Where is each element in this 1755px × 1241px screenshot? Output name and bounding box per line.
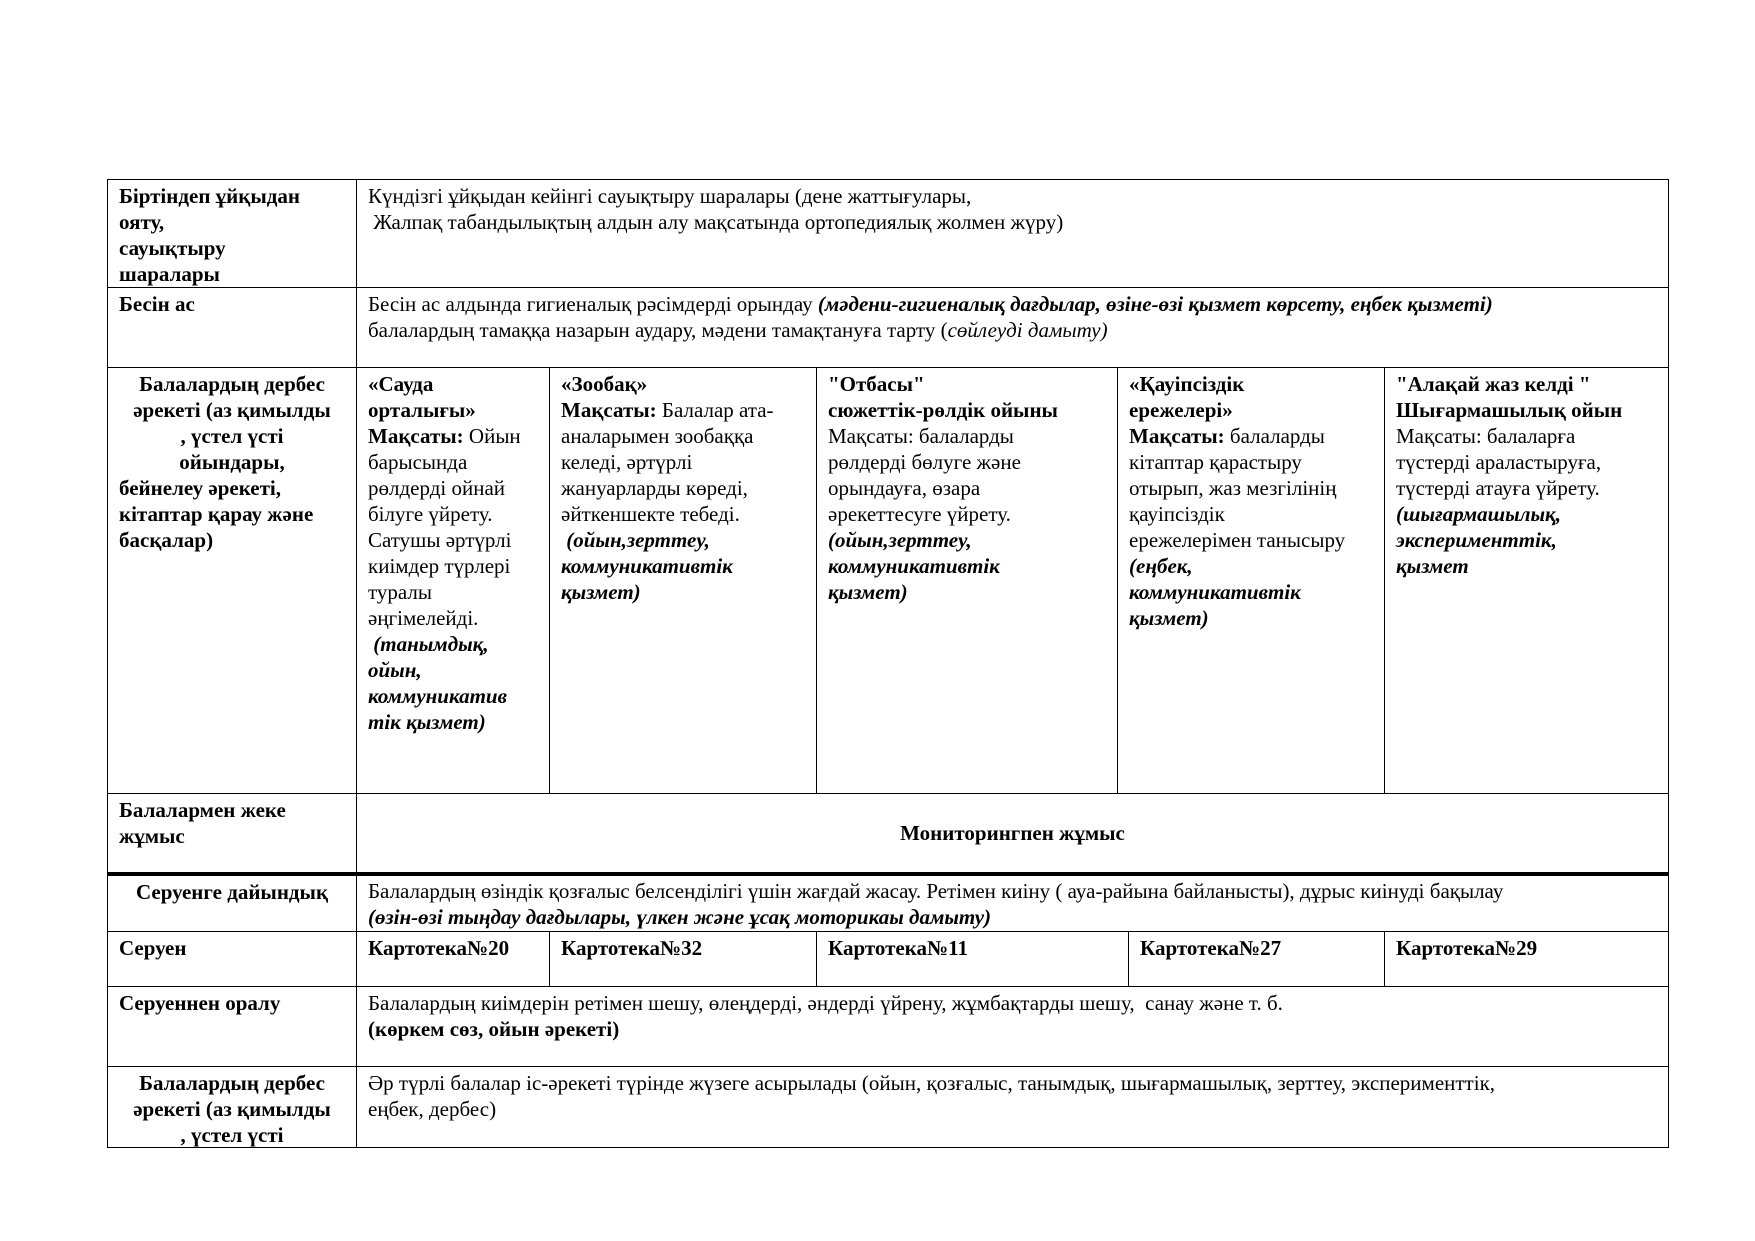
goal-label: Мақсаты: (368, 424, 464, 448)
game-body: кітаптар қарастыру (1129, 450, 1302, 474)
game-body: ережелерімен танысыру (1129, 528, 1346, 552)
game-body: Мақсаты: балаларды (828, 424, 1014, 448)
game-body: Ойын (463, 424, 521, 448)
game-tags: қызмет) (1129, 606, 1209, 630)
schedule-table (107, 179, 1669, 1148)
independent2-text: еңбек, дербес) (368, 1097, 497, 1121)
game-body: орындауға, өзара (828, 476, 981, 500)
game-title: Шығармашылық ойын (1396, 398, 1623, 422)
game-tags: (танымдық, (368, 632, 489, 656)
independent2-label-line: , үстел үсті (180, 1123, 284, 1147)
walk-prep-text: Балалардың өзіндік қозғалыс белсенділігі үшін жағдай жасау. Ретімен киіну ( ауа-райына байланысты), дұрыс киінуді бақылау (368, 879, 1504, 903)
game-title: орталығы» (368, 398, 476, 422)
walk-card: Картотека№27 (1129, 932, 1385, 987)
game-body: рөлдерді бөлуге және (828, 450, 1021, 474)
wakeup-text-line: Күндізгі ұйқыдан кейінгі сауықтыру шаралары (дене жаттығулары, (368, 184, 972, 208)
walk-card: Картотека№29 (1385, 932, 1668, 987)
wakeup-text-line: Жалпақ табандылықтың алдын алу мақсатында ортопедиялық жолмен жүру) (368, 210, 1064, 234)
game-body: туралы (368, 580, 432, 604)
game-title: ережелері» (1129, 398, 1233, 422)
game-body: келеді, әртүрлі (561, 450, 693, 474)
game-body: киімдер түрлері (368, 554, 511, 578)
snack-tags: (мәдени-гигиеналық дағдылар, өзіне-өзі қызмет көрсету, еңбек қызметі) (817, 292, 1493, 316)
independent2-text: Әр түрлі балалар іс-әрекеті түрінде жүзеге асырылады (ойын, қозғалыс, танымдық, шығармашылық, зерттеу, эксперименттік, (368, 1071, 1496, 1095)
game-tags: (шығармашылық, (1396, 502, 1561, 526)
goal-label: Мақсаты: (1129, 424, 1225, 448)
game-body: әңгімелейді. (368, 606, 479, 630)
game-body: Сатушы әртүрлі (368, 528, 512, 552)
snack-label: Бесін ас (108, 288, 357, 368)
walk-card: Картотека№11 (817, 932, 1129, 987)
game-body: қауіпсіздік (1129, 502, 1225, 526)
independent-label-line: бейнелеу әрекеті, (119, 476, 282, 500)
game-tags: (еңбек, (1129, 554, 1193, 578)
game-body: жануарларды көреді, (561, 476, 748, 500)
game-tags: эксперименттік, (1396, 528, 1557, 552)
game-cell-trade-center (357, 368, 550, 794)
independent-label-line: Балалардың дербес (139, 372, 325, 396)
wakeup-label-line: ояту, (119, 210, 165, 234)
snack-tags-italic: сөйлеуді дамыту) (947, 318, 1108, 342)
game-body: әрекеттесуге үйрету. (828, 502, 1011, 526)
game-tags: коммуникатив (368, 684, 507, 708)
game-body: Балалар ата- (656, 398, 774, 422)
independent-label-line: әрекеті (аз қимылды (133, 398, 331, 422)
independent2-label-line: әрекеті (аз қимылды (133, 1097, 331, 1121)
game-body: түстерді араластыруға, (1396, 450, 1602, 474)
game-title: "Отбасы" (828, 372, 925, 396)
return-content (357, 987, 1668, 1067)
game-title: «Зообақ» (561, 372, 648, 396)
snack-text: балалардың тамаққа назарын аудару, мәдени тамақтануға тарту ( (368, 318, 948, 342)
game-body: Мақсаты: балаларға (1396, 424, 1576, 448)
walk-label: Серуен (108, 932, 357, 987)
return-tags: (көркем сөз, ойын әрекеті) (368, 1017, 620, 1041)
game-tags: тік қызмет) (368, 710, 486, 734)
independent-label-line: басқалар) (119, 528, 214, 552)
snack-text: Бесін ас алдында гигиеналық рәсімдерді орындау (368, 292, 818, 316)
walk-prep-tags: (өзін-өзі тыңдау дағдылары, үлкен және ұсақ моторикаы дамыту) (368, 905, 992, 929)
game-tags: коммуникативтік (561, 554, 733, 578)
individual-content: Мониторингпен жұмыс (357, 794, 1668, 876)
return-text: Балалардың киімдерін ретімен шешу, өлеңдерді, әндерді үйрену, жұмбақтарды шешу, санау және т. б. (368, 991, 1283, 1015)
game-body: түстерді атауға үйрету. (1396, 476, 1600, 500)
individual-label (108, 794, 357, 876)
game-tags: коммуникативтік (828, 554, 1000, 578)
wakeup-label-line: шаралары (119, 262, 220, 286)
game-cell-summer-came (1385, 368, 1668, 794)
game-tags: (ойын,зерттеу, (828, 528, 972, 552)
individual-label-line: жұмыс (119, 824, 185, 848)
game-title: «Сауда (368, 372, 434, 396)
independent2-content (357, 1067, 1668, 1147)
walk-card: Картотека№20 (357, 932, 550, 987)
game-tags: коммуникативтік (1129, 580, 1301, 604)
game-body: әйткеншекте тебеді. (561, 502, 740, 526)
individual-label-line: Балалармен жеке (119, 798, 286, 822)
walk-prep-label: Серуенге дайындық (108, 876, 357, 932)
game-tags: қызмет (1396, 554, 1469, 578)
walk-prep-content (357, 876, 1668, 932)
goal-label: Мақсаты: (561, 398, 657, 422)
game-title: «Қауіпсіздік (1129, 372, 1245, 396)
game-body: отырып, жаз мезгілінің (1129, 476, 1337, 500)
independent-label (108, 368, 357, 794)
independent-label-line: , үстел үсті (180, 424, 284, 448)
game-tags: (ойын,зерттеу, (561, 528, 710, 552)
wakeup-content (357, 180, 1668, 288)
wakeup-label-line: сауықтыру (119, 236, 226, 260)
wakeup-label-line: Біртіндеп ұйқыдан (119, 184, 300, 208)
independent2-label (108, 1067, 357, 1147)
game-title: сюжеттік-рөлдік ойыны (828, 398, 1058, 422)
game-body: балаларды (1224, 424, 1325, 448)
game-cell-safety-rules (1118, 368, 1385, 794)
game-tags: қызмет) (561, 580, 641, 604)
independent-label-line: кітаптар қарау және (119, 502, 314, 526)
game-cell-zoo (550, 368, 817, 794)
independent2-label-line: Балалардың дербес (139, 1071, 325, 1095)
wakeup-label (108, 180, 357, 288)
walk-card: Картотека№32 (550, 932, 817, 987)
game-tags: ойын, (368, 658, 422, 682)
game-body: білуге үйрету. (368, 502, 493, 526)
game-body: рөлдерді ойнай (368, 476, 506, 500)
game-tags: қызмет) (828, 580, 908, 604)
game-body: аналарымен зообаққа (561, 424, 754, 448)
game-cell-family (817, 368, 1118, 794)
game-title: "Алақай жаз келді " (1396, 372, 1591, 396)
independent-label-line: ойындары, (179, 450, 285, 474)
snack-content (357, 288, 1668, 368)
game-body: барысында (368, 450, 468, 474)
return-label: Серуеннен оралу (108, 987, 357, 1067)
